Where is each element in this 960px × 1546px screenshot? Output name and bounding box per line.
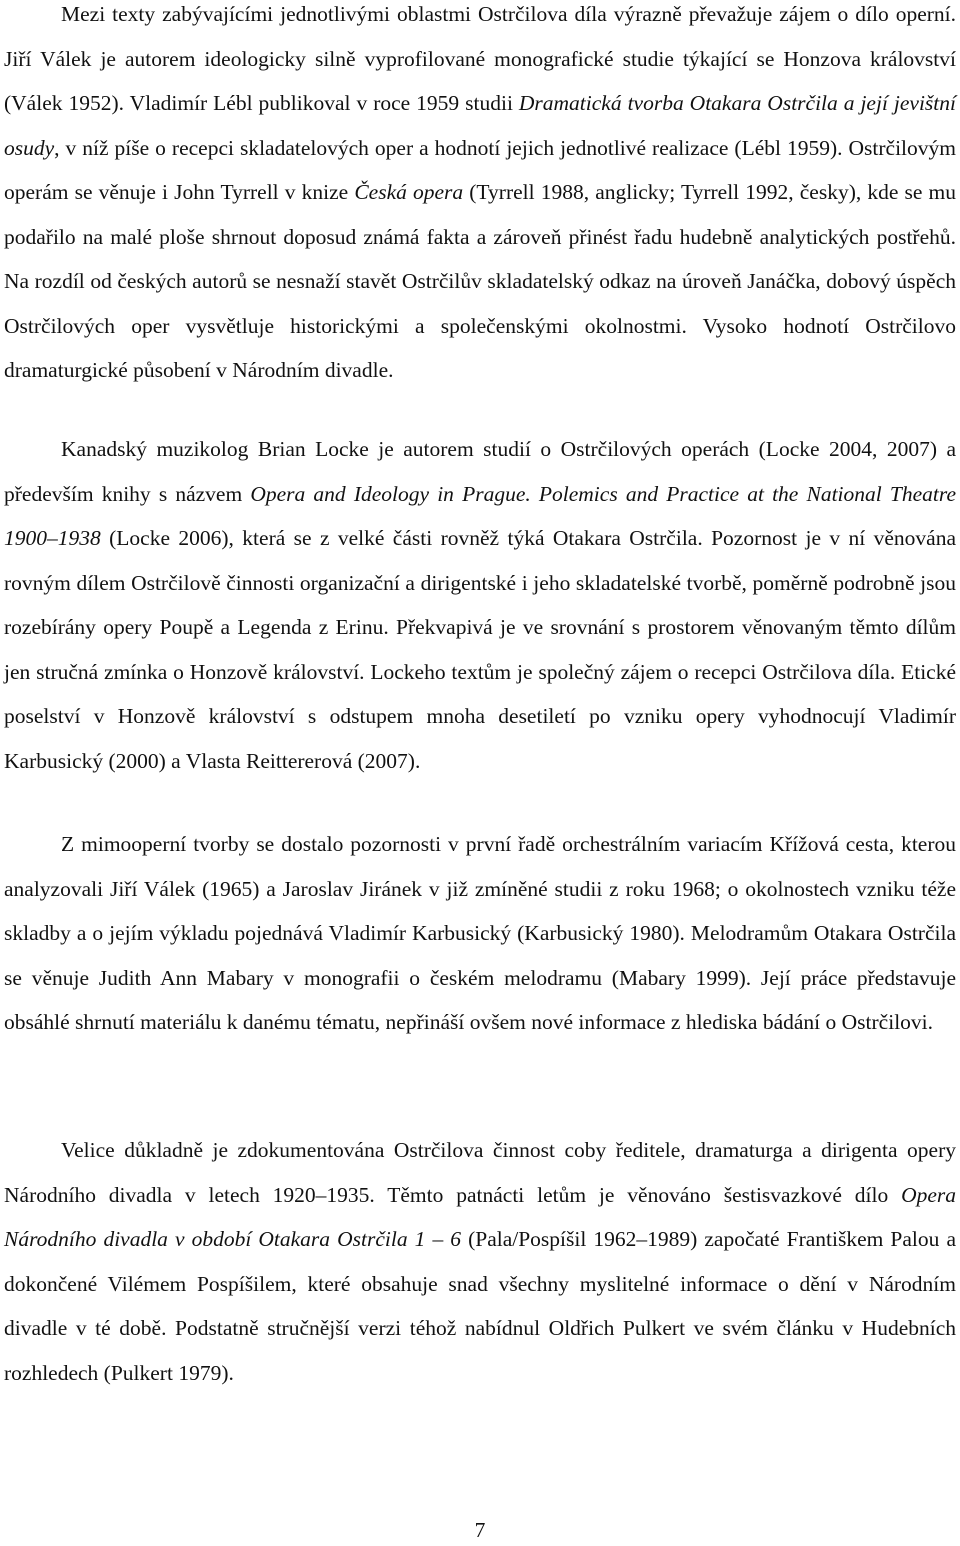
paragraph-text: , v níž píše o recepci skladatelových oper a hodnotí jejich jednotlivé realizace (Lébl 1959). Ostrčilovým operám se věnuje i John Tyrrell v knize [4, 135, 956, 204]
document-page [4, 0, 956, 1546]
paragraph-text: Kanadský muzikolog Brian Locke je autorem studií o Ostrčilových operách (Locke 2004, 2007) a především knihy s názvem [4, 437, 956, 506]
book-title: Dramatická tvorba Otakara Ostrčila a její jevištní osudy [4, 91, 956, 160]
paragraph-text: (Pala/Pospíšil 1962–1989) započaté Františkem Palou a dokončené Vilémem Pospíšilem, které obsahuje snad všechny myslitelné informace o dění v Národním divadle v té době. Podstatně stručnější verzi téhož nabídnul Oldřich Pulkert ve svém článku v Hudebních rozhledech (Pulkert 1979). [4, 1227, 956, 1385]
book-title: Opera and Ideology in Prague. Polemics and Practice at the National Theatre 1900–1938 [4, 481, 956, 550]
paragraph-national-theatre [4, 1128, 956, 1395]
page-number: 7 [474, 1518, 486, 1542]
paragraph-opera-studies [4, 0, 956, 393]
paragraph-text: Mezi texty zabývajícími jednotlivými oblastmi Ostrčilova díla výrazně převažuje zájem o dílo operní. Jiří Válek je autorem ideologicky silně vyprofilované monografické studie týkající se Honzova království (Válek 1952). Vladimír Lébl publikoval v roce 1959 studii [4, 2, 956, 115]
book-title: Česká opera [354, 180, 464, 204]
paragraph-text: Velice důkladně je zdokumentována Ostrčilova činnost coby ředitele, dramaturga a dirigenta opery Národního divadla v letech 1920–1935. Těmto patnácti letům je věnováno šestisvazkové dílo [4, 1138, 956, 1207]
paragraph-text: (Locke 2006), která se z velké části rovněž týká Otakara Ostrčila. Pozornost je v ní věnována rovným dílem Ostrčilově činnosti organizační a dirigentské i jeho skladatelské tvorbě, poměrně podrobně jsou rozebírány opery Poupě a Legenda z Erinu. Překvapivá je ve srovnání s prostorem věnovaným těmto dílům jen stručná zmínka o Honzově království. Lockeho textům je společný zájem o recepci Ostrčilova díla. Etické poselství v Honzově království s odstupem mnoha desetiletí po vzniku opery vyhodnocují Vladimír Karbusický (2000) a Vlasta Reittererová (2007). [4, 526, 956, 773]
book-title: Opera Národního divadla v období Otakara Ostrčila 1 – 6 [4, 1182, 956, 1251]
paragraph-locke [4, 427, 956, 783]
paragraph-text: Z mimooperní tvorby se dostalo pozornosti v první řadě orchestrálním variacím Křížová cesta, kterou analyzovali Jiří Válek (1965) a Jaroslav Jiránek v již zmíněné studii z roku 1968; o okolnostech vzniku téže skladby a o jejím výkladu pojednává Vladimír Karbusický (Karbusický 1980). Melodramům Otakara Ostrčila se věnuje Judith Ann Mabary v monografii o českém melodramu (Mabary 1999). Její práce představuje obsáhlé shrnutí materiálu k danému tématu, nepřináší ovšem nové informace z hlediska bádání o Ostrčilovi. [4, 832, 956, 1034]
paragraph-text: (Tyrrell 1988, anglicky; Tyrrell 1992, česky), kde se mu podařilo na malé ploše shrnout doposud známá fakta a zároveň přinést řadu hudebně analytických postřehů. Na rozdíl od českých autorů se nesnaží stavět Ostrčilův skladatelský odkaz na úroveň Janáčka, dobový úspěch Ostrčilových oper vysvětluje historickými a společenskými okolnostmi. Vysoko hodnotí Ostrčilovo dramaturgické působení v Národním divadle. [4, 180, 957, 382]
paragraph-non-operatic [4, 822, 956, 1045]
